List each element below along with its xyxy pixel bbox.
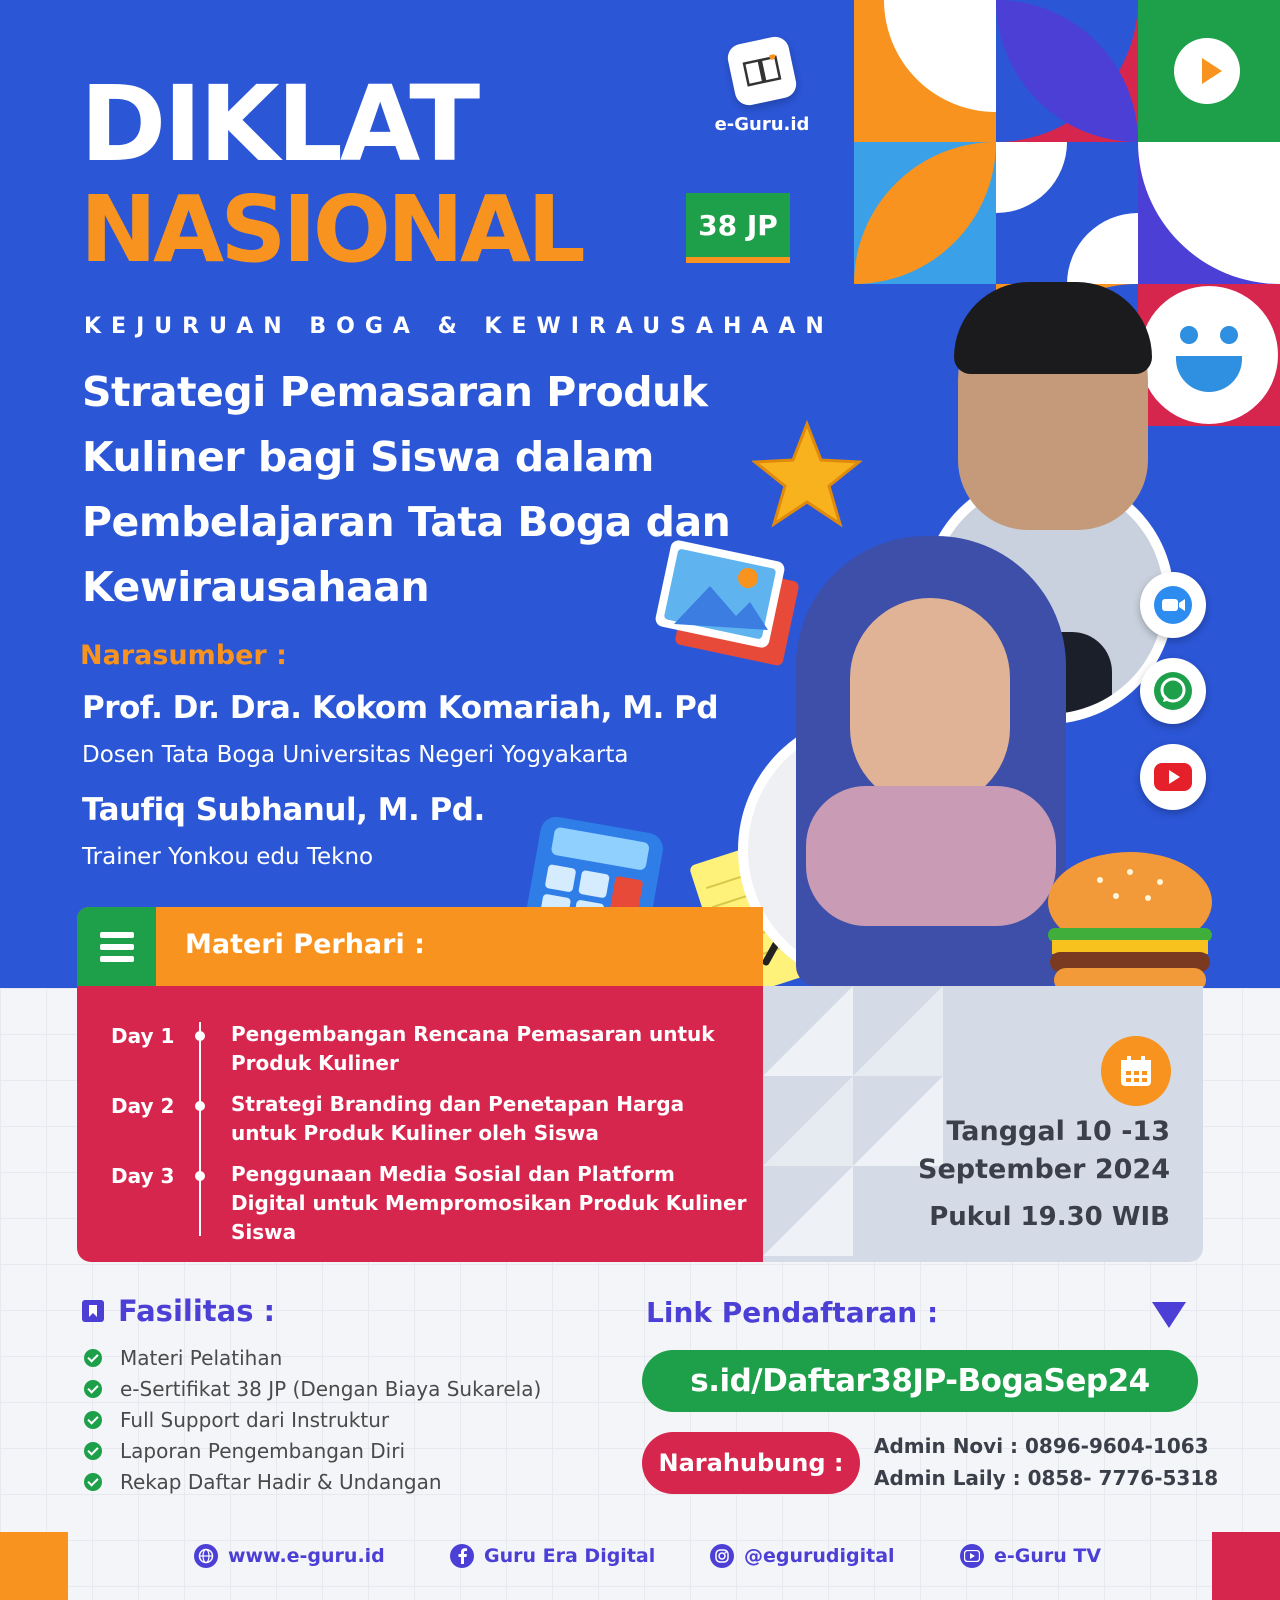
instagram-icon: [710, 1544, 734, 1568]
logo-text: e-Guru.id: [714, 114, 810, 135]
check-icon: [84, 1349, 102, 1367]
speakers-label: Narasumber :: [80, 640, 287, 671]
facility-item: Laporan Pengembangan Diri: [120, 1439, 405, 1463]
registration-title: Link Pendaftaran :: [646, 1296, 939, 1329]
play-icon: [1138, 0, 1280, 142]
timeline-dot: [195, 1101, 205, 1111]
check-icon: [84, 1442, 102, 1460]
timeline-dot: [195, 1031, 205, 1041]
facilities-title: Fasilitas :: [118, 1294, 276, 1328]
materi-header: [77, 907, 763, 986]
facility-item: e-Sertifikat 38 JP (Dengan Biaya Sukarela): [120, 1377, 542, 1401]
speaker-2-face: [958, 290, 1148, 530]
footer-website-text: www.e-guru.id: [228, 1545, 385, 1567]
footer-youtube-text: e-Guru TV: [994, 1545, 1102, 1567]
facility-item: Rekap Daftar Hadir & Undangan: [120, 1470, 442, 1494]
headline: Strategi Pemasaran Produk Kuliner bagi Siswa dalam Pembelajaran Tata Boga dan Kewirausahaan: [82, 368, 731, 611]
burger-icon: [1040, 850, 1220, 1000]
smiley-icon: [1138, 284, 1280, 426]
materi-title: Materi Perhari :: [185, 929, 425, 960]
bookmark-icon: [82, 1300, 104, 1322]
corner-decor-right: [1212, 1532, 1280, 1600]
subtitle: KEJURUAN BOGA & KEWIRAUSAHAAN: [84, 314, 834, 339]
day-1-text: Pengembangan Rencana Pemasaran untuk Produk Kuliner: [231, 1022, 715, 1075]
check-icon: [84, 1473, 102, 1491]
speaker-2-role: Trainer Yonkou edu Tekno: [82, 844, 374, 870]
footer-youtube[interactable]: [960, 1544, 1101, 1568]
title-line1: DIKLAT: [80, 63, 478, 185]
day-1-label: Day 1: [111, 1024, 175, 1048]
materi-list: [77, 986, 763, 1262]
globe-icon: [194, 1544, 218, 1568]
youtube-icon: [1153, 762, 1193, 792]
day-2-label: Day 2: [111, 1094, 175, 1118]
time-text: Pukul 19.30 WIB: [929, 1202, 1170, 1232]
eguru-logo: [712, 40, 812, 135]
footer-website[interactable]: [194, 1544, 385, 1568]
speaker-1-role: Dosen Tata Boga Universitas Negeri Yogyakarta: [82, 742, 629, 768]
date-line-1: Tanggal 10 -13: [946, 1116, 1170, 1147]
star-icon: [752, 420, 862, 530]
whatsapp-button[interactable]: [1140, 658, 1206, 724]
contact-label: Narahubung :: [642, 1432, 860, 1494]
calendar-icon: [1101, 1036, 1171, 1106]
youtube-small-icon: [960, 1544, 984, 1568]
footer-facebook[interactable]: [450, 1544, 655, 1568]
speaker-2-name: Taufiq Subhanul, M. Pd.: [82, 792, 485, 828]
facility-item: Full Support dari Instruktur: [120, 1408, 390, 1432]
timeline-line: [199, 1022, 201, 1236]
speaker-1-figure: [796, 536, 1066, 986]
facility-item: Materi Pelatihan: [120, 1346, 283, 1370]
admin-2-contact[interactable]: Admin Laily : 0858- 7776-5318: [874, 1466, 1219, 1490]
picture-icon: [652, 540, 802, 670]
zoom-icon: [1153, 585, 1193, 625]
footer-instagram-text: @egurudigital: [744, 1545, 895, 1567]
jp-badge: 38 JP: [686, 193, 790, 263]
footer-facebook-text: Guru Era Digital: [484, 1545, 656, 1567]
date-line-2: September 2024: [918, 1154, 1170, 1185]
menu-icon: [77, 907, 156, 986]
arrow-down-icon: [1152, 1302, 1186, 1328]
admin-1-contact[interactable]: Admin Novi : 0896-9604-1063: [874, 1434, 1209, 1458]
youtube-button[interactable]: [1140, 744, 1206, 810]
speaker-1-name: Prof. Dr. Dra. Kokom Komariah, M. Pd: [82, 690, 719, 726]
day-3-label: Day 3: [111, 1164, 175, 1188]
book-icon: [725, 34, 799, 108]
check-icon: [84, 1411, 102, 1429]
whatsapp-icon: [1153, 671, 1193, 711]
check-icon: [84, 1380, 102, 1398]
timeline-dot: [195, 1171, 205, 1181]
day-3-text: Penggunaan Media Sosial dan Platform Digital untuk Mempromosikan Produk Kuliner Siswa: [231, 1162, 747, 1244]
footer-instagram[interactable]: [710, 1544, 895, 1568]
registration-link[interactable]: s.id/Daftar38JP-BogaSep24: [642, 1350, 1198, 1412]
title-line2: NASIONAL: [80, 176, 582, 283]
corner-decor-left: [0, 1532, 68, 1600]
zoom-button[interactable]: [1140, 572, 1206, 638]
facebook-icon: [450, 1544, 474, 1568]
day-2-text: Strategi Branding dan Penetapan Harga untuk Produk Kuliner oleh Siswa: [231, 1092, 685, 1145]
